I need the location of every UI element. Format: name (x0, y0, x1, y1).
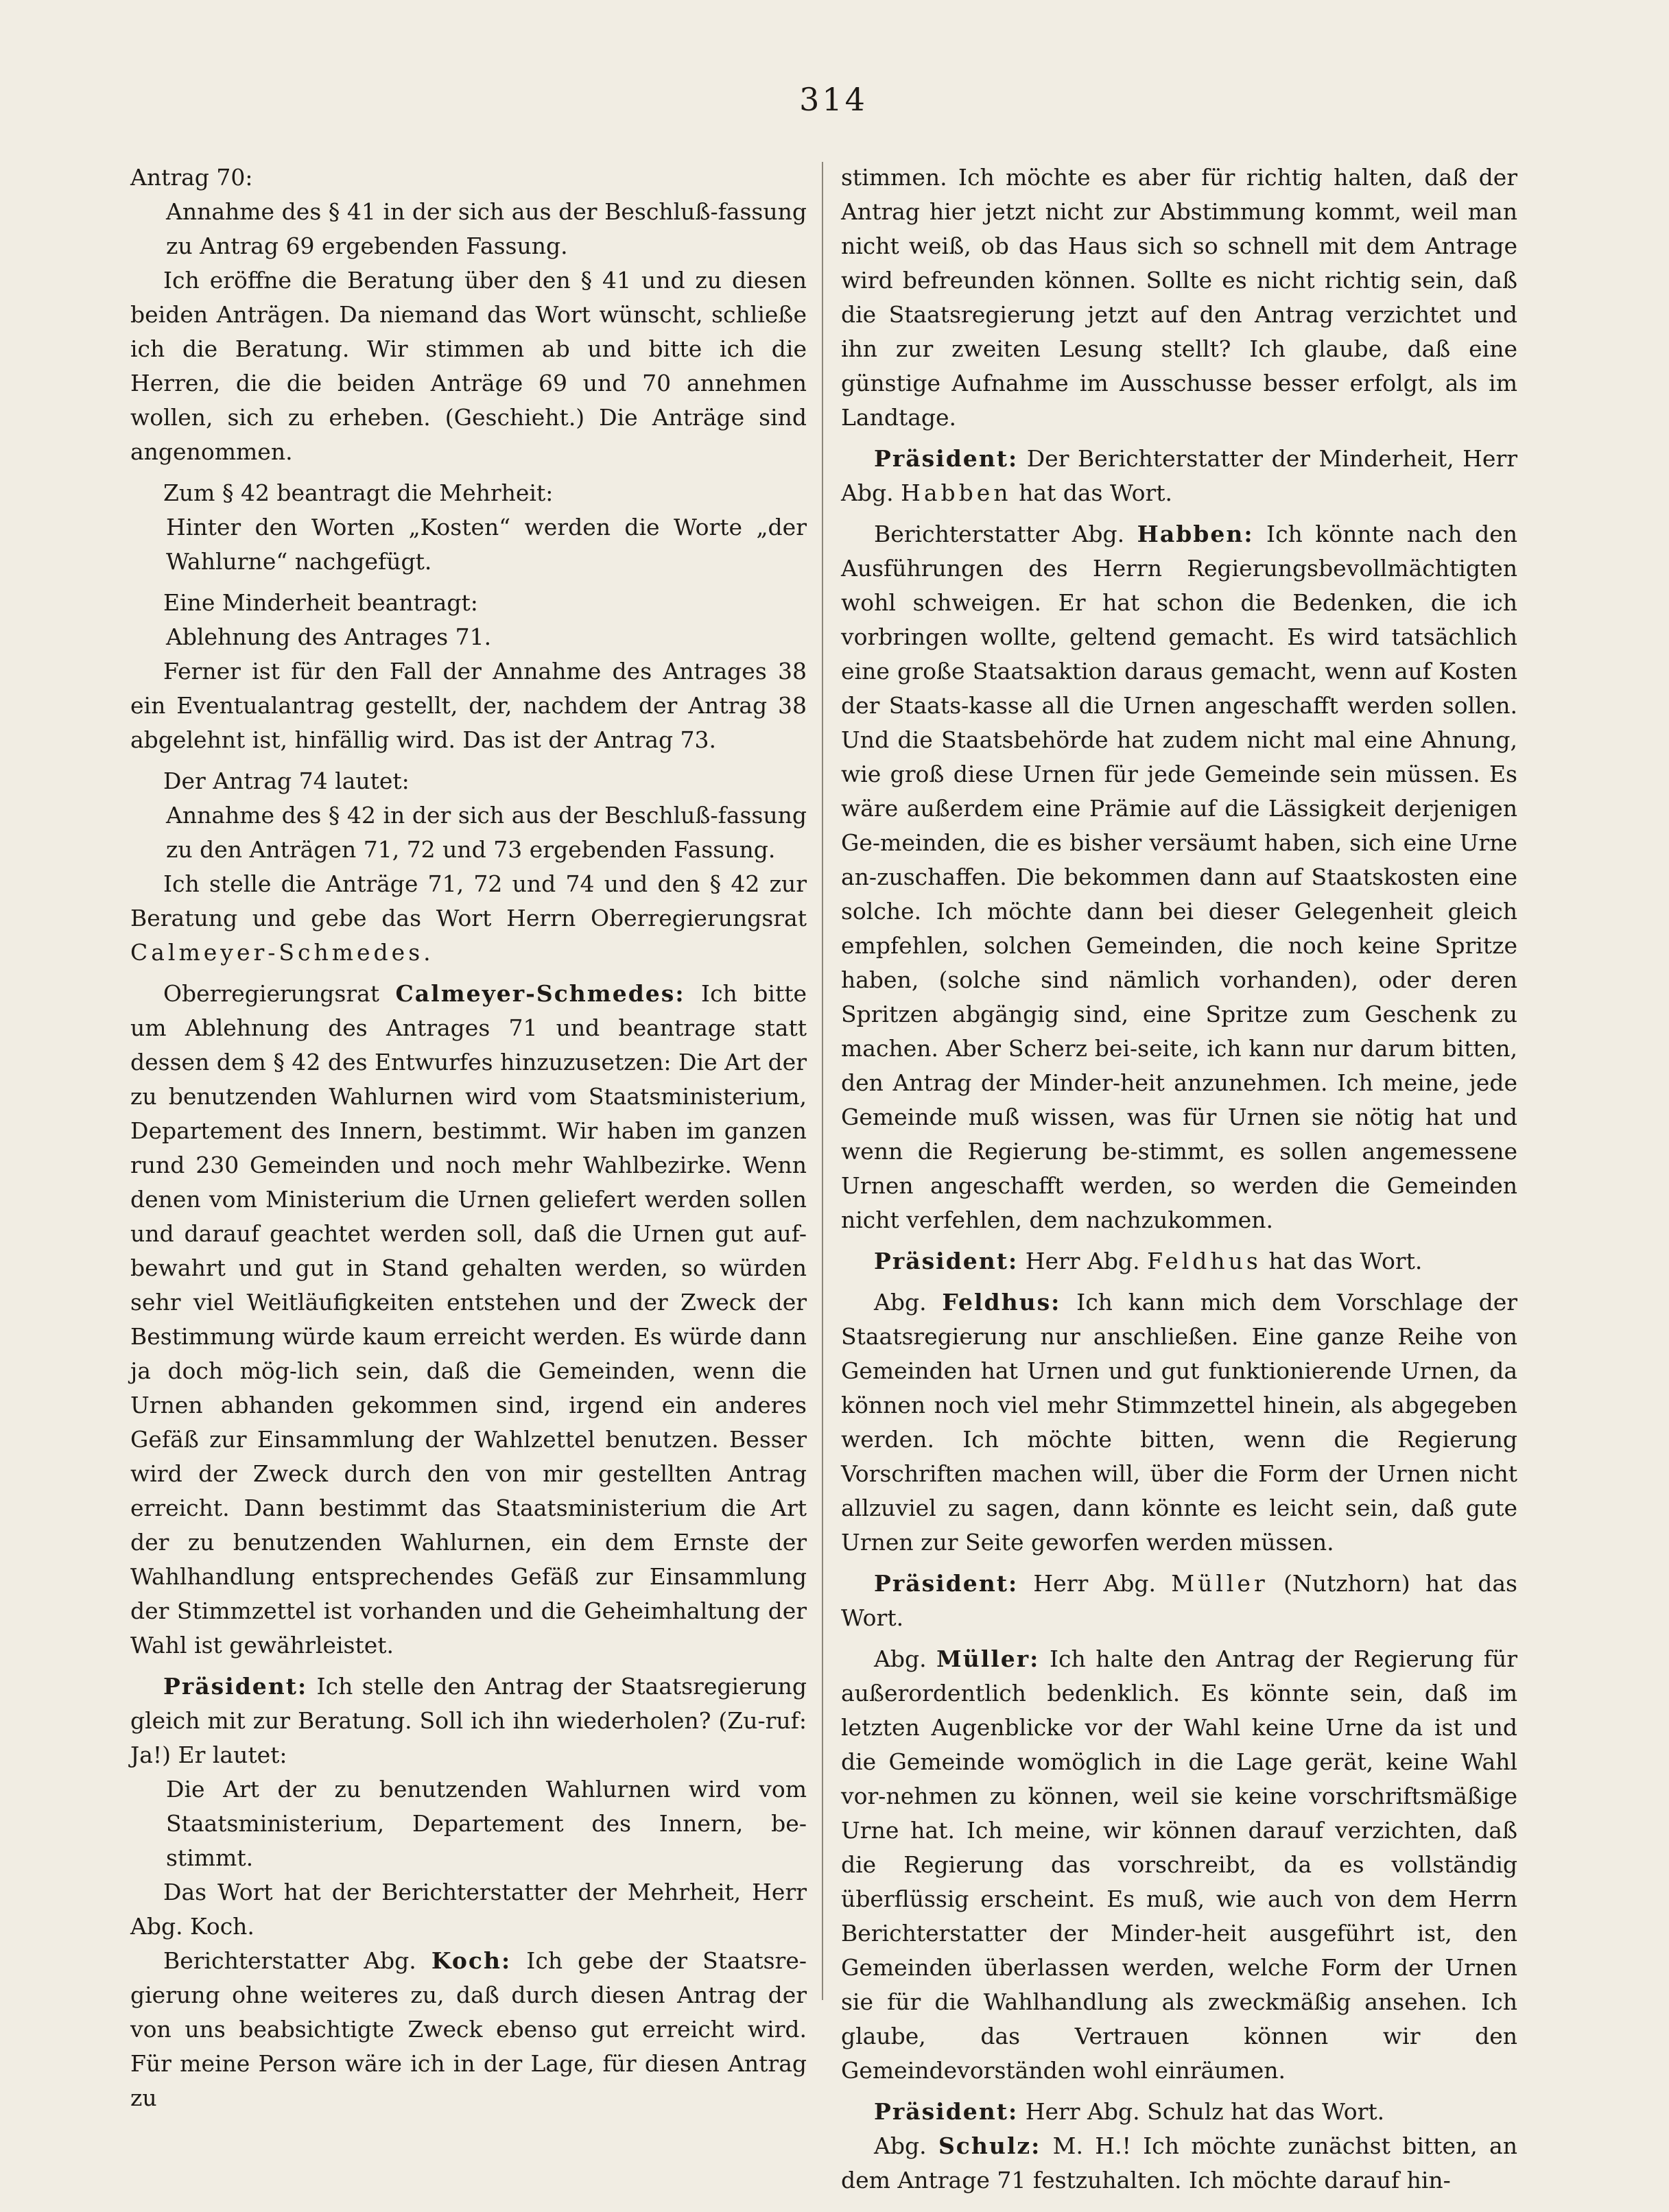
speech-text-praesident-1: Ich stelle den Antrag der Staatsregierung gleich mit zur Beratung. Soll ich ihn wiederholen? (Zu-ruf: Ja!) Er lautet: (130, 1673, 807, 1768)
speech-text-feldhus: Ich kann mich dem Vorschlage der Staatsregierung nur anschließen. Eine ganze Reihe von Gemeinden hat Urnen und gut funktionierende Urnen, da können noch viel mehr Stimmzettel hinein, als abgegeben werden. Ich möchte bitten, wenn die Regierung Vorschriften machen will, über die Form der Urnen nicht allzuviel zu sagen, dann könnte es leicht sein, daß gute Urnen zur Seite geworfen werden müssen. (841, 1289, 1517, 1556)
paragraph-mehrheit-42: Zum § 42 beantragt die Mehrheit: (163, 479, 554, 506)
paragraph-minderheit: Eine Minderheit beantragt: (163, 589, 478, 616)
speech-praesident-1 (130, 1669, 807, 1772)
speech-text-praesident-5: Herr Abg. Schulz hat das Wort. (1025, 2098, 1385, 2125)
paragraph-antrag-70-label: Antrag 70: (130, 164, 253, 191)
speaker-label-koch: Koch: (431, 1947, 512, 1974)
paragraph-antrag-74-label: Der Antrag 74 lautet: (163, 768, 410, 794)
page-number: 314 (799, 81, 868, 118)
speech-mueller (841, 1642, 1517, 2088)
speaker-label-praesident: Präsident: (874, 2098, 1019, 2125)
speech-text-habben: Ich könnte nach den Ausführungen des Herrn Regierungsbevollmächtigten wohl schweigen. Er hat schon die Bedenken, die ich vorbringen wollte, geltend gemacht. Es wird tatsächlich eine große Staatsaktion daraus gemacht, wenn auf Kosten der Staats-kasse all die Urnen angeschafft werden sollen. Und die Staatsbehörde hat zudem nicht mal eine Ahnung, wie groß diese Urnen für jede Gemeinde sein müssen. Es wäre außerdem eine Prämie auf die Lässigkeit derjenigen Ge-meinden, die es bisher versäumt haben, sich eine Urne an-zuschaffen. Die bekommen dann auf Staatskosten eine solche. Ich möchte dann bei dieser Gelegenheit gleich empfehlen, solchen Gemeinden, die noch keine Spritze haben, (solche sind nämlich vorhanden), oder deren Spritzen abgängig sind, eine Spritze zum Geschenk zu machen. Aber Scherz bei-seite, ich kann nur darum bitten, den Antrag der Minder-heit anzunehmen. Ich meine, jede Gemeinde muß wissen, was für Urnen sie nötig hat und wenn die Regierung be-stimmt, es sollen angemessene Urnen angeschafft werden, so werden die Gemeinden nicht verfehlen, dem nachzukommen. (841, 521, 1517, 1233)
speaker-title-habben: Berichterstatter Abg. (874, 521, 1125, 547)
speaker-title-mueller: Abg. (874, 1645, 927, 1672)
speaker-name-calmeyer: Calmeyer-Schmedes. (130, 939, 434, 966)
speech-text-koch: Ich gebe der Staatsre-gierung ohne weiteres zu, daß durch diesen Antrag der von uns beabsichtigte Zweck ebenso gut erreicht wird. Für meine Person wäre ich in der Lage, für diesen Antrag zu (130, 1947, 807, 2111)
speech-text-mueller: Ich halte den Antrag der Regierung für außerordentlich bedenklich. Es könnte sein, daß im letzten Augenblicke vor der Wahl keine Urne da ist und die Gemeinde womöglich in die Lage gerät, keine Wahl vor-nehmen zu können, weil sie keine vorschriftsmäßige Urne hat. Ich meine, wir können darauf verzichten, daß die Regierung das vorschreibt, da es vollständig überflüssig erscheint. Es muß, wie auch von dem Herrn Berichterstatter der Minder-heit ausgeführt ist, den Gemeinden überlassen werden, welche Form der Urnen sie für die Wahlhandlung als zweckmäßig ansehen. Ich glaube, das Vertrauen können wir den Gemeindevorständen wohl einräumen. (841, 1645, 1517, 2084)
speaker-title-schulz: Abg. (874, 2132, 927, 2159)
quote-antrag-70: Annahme des § 41 in der sich aus der Beschluß-fassung zu Antrag 69 ergebenden Fassung. (166, 198, 807, 259)
speaker-label-habben: Habben: (1137, 521, 1254, 547)
column-divider (822, 162, 823, 2000)
speaker-label-schulz: Schulz: (938, 2132, 1041, 2159)
quote-mehrheit-42: Hinter den Worten „Kosten“ werden die Worte „der Wahlurne“ nachgefügt. (166, 514, 807, 575)
speaker-label-mueller: Müller: (936, 1645, 1040, 1672)
speaker-title-koch: Berichterstatter Abg. (163, 1947, 416, 1974)
speech-feldhus (841, 1285, 1517, 1560)
speech-calmeyer (130, 977, 807, 1663)
speech-praesident-3 (841, 1244, 1517, 1279)
speaker-name-habben: Habben (901, 479, 1012, 506)
zur-beratung-text: Ich stelle die Anträge 71, 72 und 74 und den § 42 zur Beratung und gebe das Wort Herrn Oberregierungsrat (130, 870, 807, 931)
right-column (841, 160, 1517, 2198)
speaker-title-feldhus: Abg. (874, 1289, 927, 1316)
paragraph-wort-koch: Das Wort hat der Berichterstatter der Mehrheit, Herr Abg. Koch. (130, 1879, 807, 1940)
speech-text-praesident-4a: Herr Abg. (1033, 1570, 1157, 1597)
speech-praesident-5 (841, 2095, 1517, 2129)
speaker-title-calmeyer: Oberregierungsrat (163, 980, 380, 1007)
speaker-name-feldhus: Feldhus (1147, 1248, 1262, 1274)
speech-text-praesident-2b: hat das Wort. (1019, 479, 1173, 506)
paragraph-eventualantrag: Ferner ist für den Fall der Annahme des Antrages 38 ein Eventualantrag gestellt, der, nachdem der Antrag 38 abgelehnt ist, hinfällig wird. Das ist der Antrag 73. (130, 658, 807, 753)
speech-text-praesident-2a: Der Berichterstatter der Minderheit, Herr Abg. (841, 445, 1517, 506)
speaker-label-praesident: Präsident: (874, 445, 1019, 472)
left-column (130, 160, 807, 2115)
speech-schulz (841, 2129, 1517, 2198)
speech-praesident-2 (841, 442, 1517, 510)
speech-koch (130, 1944, 807, 2115)
speech-koch-continued: stimmen. Ich möchte es aber für richtig halten, daß der Antrag hier jetzt nicht zur Abstimmung kommt, weil man nicht weiß, ob das Haus sich so schnell mit dem Antrage wird befreunden können. Sollte es nicht richtig sein, daß die Staatsregierung jetzt auf den Antrag verzichtet und ihn zur zweiten Lesung stellt? Ich glaube, daß eine günstige Aufnahme im Ausschusse besser erfolgt, als im Landtage. (841, 164, 1517, 431)
speech-praesident-4 (841, 1567, 1517, 1635)
quote-antrag-regierung: Die Art der zu benutzenden Wahlurnen wird vom Staatsministerium, Departement des Innern, be-stimmt. (166, 1776, 807, 1871)
speech-habben (841, 517, 1517, 1237)
speaker-label-feldhus: Feldhus: (942, 1289, 1061, 1316)
speech-text-praesident-4b: (Nutzhorn) hat das Wort. (841, 1570, 1517, 1631)
speech-text-calmeyer: Ich bitte um Ablehnung des Antrages 71 und beantrage statt dessen dem § 42 des Entwurfes hinzuzusetzen: Die Art der zu benutzenden Wahlurnen wird vom Staatsministerium, Departement des Innern, bestimmt. Wir haben im ganzen rund 230 Gemeinden und noch mehr Wahlbezirke. Wenn denen vom Ministerium die Urnen geliefert werden sollen und darauf geachtet werden soll, daß die Urnen gut auf-bewahrt und gut in Stand gehalten werden, so würden sehr viel Weitläufigkeiten entstehen und der Zweck der Bestimmung würde kaum erreicht werden. Es würde dann ja doch mög-lich sein, daß die Gemeinden, wenn die Urnen abhanden gekommen sind, irgend ein anderes Gefäß zur Einsammlung der Wahlzettel benutzen. Besser wird der Zweck durch den von mir gestellten Antrag erreicht. Dann bestimmt das Staatsministerium die Art der zu benutzenden Wahlurnen, ein dem Ernste der Wahlhandlung entsprechendes Gefäß zur Einsammlung der Stimmzettel ist vorhanden und die Geheimhaltung der Wahl ist gewährleistet. (130, 980, 807, 1658)
paragraph-beratung-41: Ich eröffne die Beratung über den § 41 und zu diesen beiden Anträgen. Da niemand das Wort wünscht, schließe ich die Beratung. Wir stimmen ab und bitte ich die Herren, die die beiden Anträge 69 und 70 annehmen wollen, sich zu erheben. (Geschieht.) Die Anträge sind angenommen. (130, 267, 807, 465)
speaker-label-calmeyer: Calmeyer-Schmedes: (395, 980, 685, 1007)
speech-text-schulz: M. H.! Ich möchte zunächst bitten, an dem Antrage 71 festzuhalten. Ich möchte darauf hin- (841, 2132, 1517, 2193)
speech-text-praesident-3a: Herr Abg. (1025, 1248, 1140, 1274)
quote-minderheit: Ablehnung des Antrages 71. (166, 623, 492, 650)
speech-text-praesident-3b: hat das Wort. (1268, 1248, 1423, 1274)
speaker-label-praesident: Präsident: (874, 1248, 1019, 1274)
speaker-label-praesident: Präsident: (163, 1673, 308, 1700)
quote-antrag-74: Annahme des § 42 in der sich aus der Beschluß-fassung zu den Anträgen 71, 72 und 73 ergebenden Fassung. (166, 802, 807, 863)
speaker-name-mueller: Müller (1171, 1570, 1268, 1597)
speaker-label-praesident: Präsident: (874, 1570, 1019, 1597)
paragraph-zur-beratung (130, 867, 807, 970)
